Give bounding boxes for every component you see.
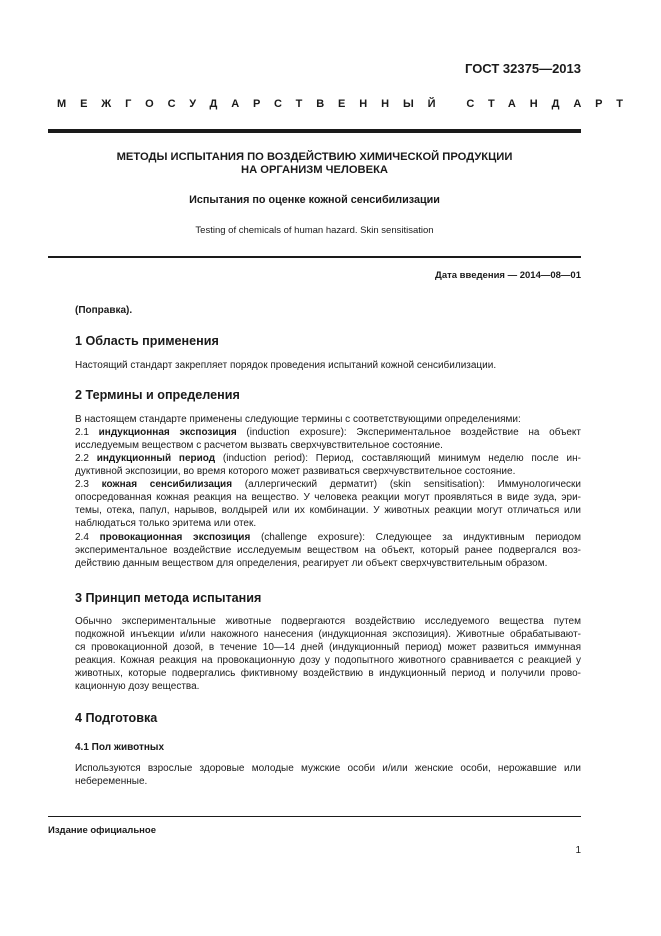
- term-2-1-number: 2.1: [75, 427, 99, 438]
- term-2-3-line-2: опосредованная кожная реакция на вещество. У человека реакции могут проявляться в виде зуда, эри-: [75, 492, 581, 504]
- term-2-1-line-2: исследуемым веществом с расчетом вызвать сверхчувствительное состояние.: [75, 440, 443, 452]
- section-3-line-3: ся провокационной дозой, в течение 10—14 дней (индукционный период) может развиться иммунная: [75, 642, 581, 654]
- section-3-text: [75, 615, 581, 694]
- term-2-3-number: 2.3: [75, 479, 102, 490]
- intro-date: Дата введения — 2014—08—01: [435, 270, 581, 281]
- top-thick-rule: [48, 129, 581, 133]
- term-2-4-line-3: действию данным веществом для определения, реагирует ли объект сверхчувствительным образом.: [75, 558, 548, 570]
- section-1-text: Настоящий стандарт закрепляет порядок проведения испытаний кожной сенсибилизации.: [75, 360, 497, 371]
- section-3-heading: 3 Принцип метода испытания: [75, 591, 262, 605]
- section-1-heading: 1 Область применения: [75, 334, 219, 348]
- term-2-3-line-3: темы, отека, папул, нарывов, волдырей или их комбинации. У животных реакции могут отличаться или: [75, 505, 581, 517]
- term-2-1-line-1: (induction exposure): Экспериментальное воздействие на объект: [236, 427, 581, 438]
- term-2-4-line-2: экспериментальное воздействие исследуемым веществом на объект, который ранее подвергался воз-: [75, 545, 581, 557]
- page-number: 1: [575, 845, 581, 856]
- term-2-3-line-1: (аллергический дерматит) (skin sensitisation): Иммунологически: [232, 479, 581, 490]
- term-2-2-line-1: (induction period): Период, составляющий минимум неделю после ин-: [215, 453, 581, 464]
- subsection-4-1-line-1: Используются взрослые здоровые молодые мужские особи и/или женские особи, нерожавшие или: [75, 763, 581, 774]
- term-2-3-line-4: наблюдаться только эритема или отек.: [75, 518, 257, 530]
- term-2-4-name: провокационная экспозиция: [99, 532, 251, 543]
- section-3-line-5: животных, которые подвергались фиктивному воздействию в индукционный период и получили прово-: [75, 668, 581, 680]
- english-title: Testing of chemicals of human hazard. Skin sensitisation: [195, 225, 434, 236]
- term-2-3-name: кожная сенсибилизация: [101, 479, 233, 490]
- section-3-line-2: подкожной инъекции и/или накожного нанесения (индукционная экспозиция). Животные обрабатывают-: [75, 629, 581, 641]
- section-3-line-4: реакция. Кожная реакция на провокационную дозу у подопытного животного сравнивается с реакцией у: [75, 655, 581, 667]
- term-2-2-line-2: дуктивной экспозиции, во время которого может развиваться сверхчувствительное состояние.: [75, 466, 516, 478]
- term-2-4: [75, 531, 581, 570]
- document-subtitle: Испытания по оценке кожной сенсибилизации: [189, 194, 440, 206]
- gost-number: ГОСТ 32375—2013: [465, 61, 581, 76]
- term-2-2-name: индукционный период: [96, 453, 216, 464]
- section-3-line-1: Обычно экспериментальные животные подвергаются воздействию исследуемого вещества путем: [75, 616, 581, 627]
- section-2-intro: В настоящем стандарте применены следующие термины с соответствующими определениями:: [75, 414, 521, 425]
- official-edition-label: Издание официальное: [48, 825, 156, 836]
- term-2-4-number: 2.4: [75, 532, 100, 543]
- section-3-line-6: кационную дозу вещества.: [75, 681, 200, 693]
- footer-rule: [48, 816, 581, 817]
- title-bottom-rule: [48, 256, 581, 258]
- subsection-4-1-heading: 4.1 Пол животных: [75, 742, 165, 753]
- title-line-2: НА ОРГАНИЗМ ЧЕЛОВЕКА: [240, 164, 389, 176]
- subsection-4-1-text: [75, 762, 581, 788]
- term-2-1-name: индукционная экспозиция: [98, 427, 237, 438]
- term-2-4-line-1: (challenge exposure): Следующее за индуктивным периодом: [250, 532, 581, 543]
- term-2-2: [75, 452, 581, 478]
- document-title: [48, 151, 581, 177]
- standard-type: МЕЖГОСУДАРСТВЕННЫЙ СТАНДАРТ: [57, 98, 637, 110]
- section-4-heading: 4 Подготовка: [75, 711, 158, 725]
- correction-note: (Поправка).: [75, 305, 133, 316]
- term-2-3: [75, 478, 581, 530]
- term-2-1: [75, 426, 581, 452]
- title-line-1: МЕТОДЫ ИСПЫТАНИЯ ПО ВОЗДЕЙСТВИЮ ХИМИЧЕСКОЙ ПРОДУКЦИИ: [116, 151, 513, 163]
- section-2-heading: 2 Термины и определения: [75, 388, 240, 402]
- subsection-4-1-line-2: небеременные.: [75, 776, 148, 788]
- term-2-2-number: 2.2: [75, 453, 97, 464]
